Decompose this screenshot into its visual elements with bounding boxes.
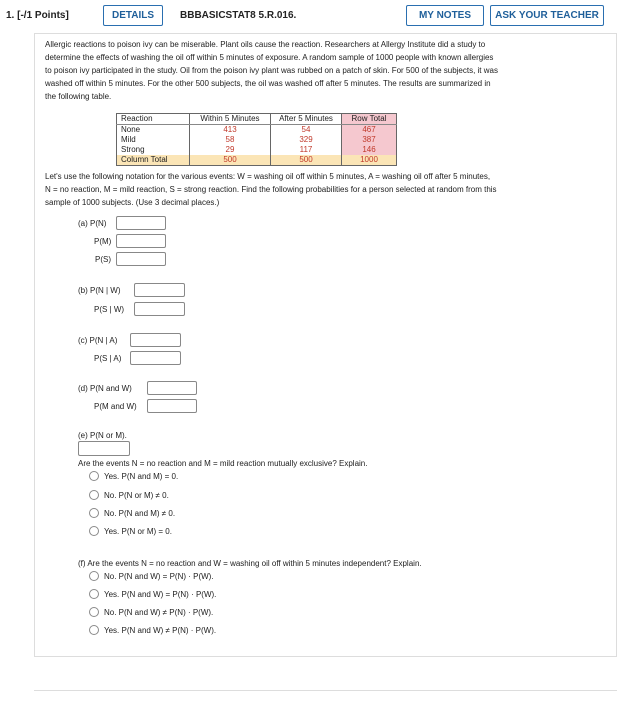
part-f-question: (f) Are the events N = no reaction and W = washing oil off within 5 minutes independent? Explain. (78, 559, 422, 568)
radio-option[interactable]: No. P(N and M) ≠ 0. (89, 508, 175, 518)
radio-option[interactable]: No. P(N and W) = P(N) · P(W). (89, 571, 214, 581)
radio-button[interactable] (89, 607, 99, 617)
my-notes-button[interactable]: MY NOTES (406, 5, 484, 26)
part-d-label: (d) P(N and W) (78, 384, 132, 393)
pm-and-w-input[interactable] (147, 399, 197, 413)
radio-option[interactable]: No. P(N or M) ≠ 0. (89, 490, 169, 500)
intro-text: Allergic reactions to poison ivy can be miserable. Plant oils cause the reaction. Researchers at Allergy Institute did a study to determine the effects of washing the oil off within 5 minutes of exposure. A random sample of 1000 people with known allergies to poison ivy participated in the study. Oil from the poison ivy plant was rubbed on a patch of skin. For 500 of the subjects, it was washed off within 5 minutes. For the other 500 subjects, the oil was washed off after 5 minutes. The results are summarized in the following table. (45, 40, 498, 101)
question-header (0, 0, 627, 32)
radio-option[interactable]: Yes. P(N or M) = 0. (89, 526, 172, 536)
radio-button[interactable] (89, 508, 99, 518)
ps-given-w-input[interactable] (134, 302, 185, 316)
question-number: 1. [-/1 Points] (6, 10, 69, 21)
pm-label: P(M) (94, 237, 112, 246)
notation-text: Let's use the following notation for the various events: W = washing oil off within 5 minutes, A = washing oil off after 5 minutes, N = no reaction, M = mild reaction, S = strong reaction. Find the following probabilities for a person selected at random from this sample of 1000 subjects. (Use 3 decimal places.) (45, 172, 497, 207)
pn-input[interactable] (116, 216, 166, 230)
table-row: Strong 29 117 146 (117, 145, 397, 155)
table-row: Column Total 500 500 1000 (117, 155, 397, 166)
radio-button[interactable] (89, 571, 99, 581)
pn-or-m-input[interactable] (78, 441, 130, 456)
ps-given-a-input[interactable] (130, 351, 181, 365)
next-question-panel (34, 690, 617, 701)
radio-button[interactable] (89, 589, 99, 599)
radio-option[interactable]: Yes. P(N and M) = 0. (89, 471, 178, 481)
part-a-label: (a) P(N) (78, 219, 107, 228)
ps-given-w-label: P(S | W) (94, 305, 125, 314)
points-label: [-/1 Points] (17, 10, 69, 21)
radio-option[interactable]: No. P(N and W) ≠ P(N) · P(W). (89, 607, 213, 617)
results-table (116, 113, 397, 166)
part-c-label: (c) P(N | A) (78, 336, 118, 345)
pn-given-a-input[interactable] (130, 333, 181, 347)
details-button[interactable]: DETAILS (103, 5, 163, 26)
radio-option[interactable]: Yes. P(N and W) ≠ P(N) · P(W). (89, 625, 216, 635)
part-b-label: (b) P(N | W) (78, 286, 121, 295)
radio-option[interactable]: Yes. P(N and W) = P(N) · P(W). (89, 589, 216, 599)
pn-given-w-input[interactable] (134, 283, 185, 297)
radio-button[interactable] (89, 490, 99, 500)
table-row: None 413 54 467 (117, 125, 397, 136)
ps-label: P(S) (95, 255, 111, 264)
ask-teacher-button[interactable]: ASK YOUR TEACHER (490, 5, 604, 26)
radio-button[interactable] (89, 625, 99, 635)
pn-and-w-input[interactable] (147, 381, 197, 395)
problem-id: BBBASICSTAT8 5.R.016. (180, 10, 297, 21)
table-header-row: Reaction Within 5 Minutes After 5 Minutes Row Total (117, 114, 397, 125)
ps-given-a-label: P(S | A) (94, 354, 122, 363)
table-row: Mild 58 329 387 (117, 135, 397, 145)
radio-button[interactable] (89, 471, 99, 481)
part-e-question: Are the events N = no reaction and M = mild reaction mutually exclusive? Explain. (78, 459, 368, 468)
pm-input[interactable] (116, 234, 166, 248)
ps-input[interactable] (116, 252, 166, 266)
part-e-label: (e) P(N or M). (78, 431, 127, 440)
pm-and-w-label: P(M and W) (94, 402, 137, 411)
radio-button[interactable] (89, 526, 99, 536)
